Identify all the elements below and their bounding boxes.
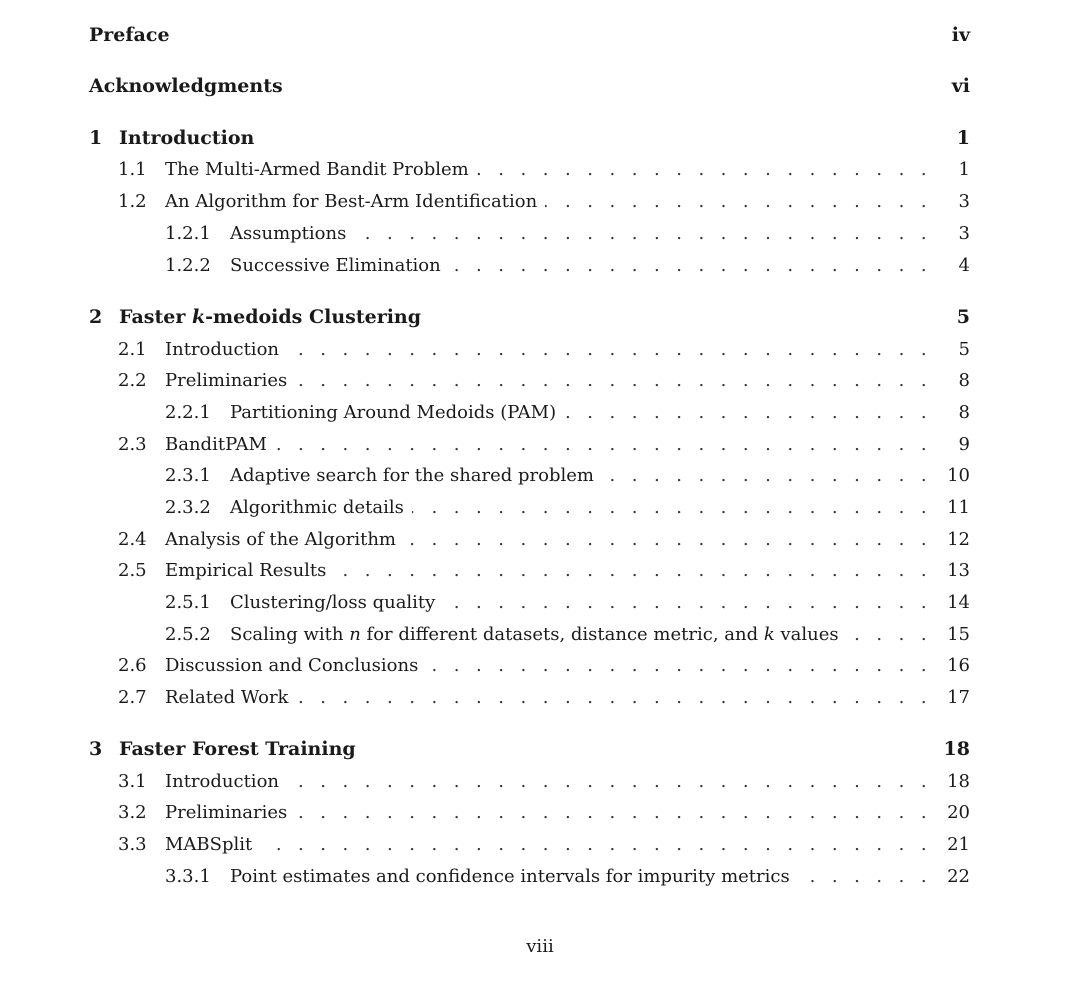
toc-entry[interactable] [89, 460, 970, 490]
toc-entry-page: 15 [947, 623, 970, 645]
toc-entry-number: 2.2 [118, 369, 147, 391]
math-variable: k [763, 623, 775, 645]
toc-entry-number: 2.5 [118, 559, 147, 581]
toc-entry-number: 3.3 [118, 833, 147, 855]
toc-entry-page: 18 [947, 770, 970, 792]
toc-entry-title: Introduction [165, 338, 279, 360]
toc-entry-title: Faster Forest Training [119, 738, 356, 760]
dot-leader [354, 223, 932, 244]
toc-entry-number: 2.3.2 [165, 496, 211, 518]
dot-leader [798, 866, 932, 887]
toc-entry-number: 2.6 [118, 654, 147, 676]
toc-entry-title: Preliminaries [165, 801, 288, 823]
toc-entry-title: Related Work [165, 686, 289, 708]
toc-entry-number: 3 [89, 738, 103, 760]
toc-entry-title [119, 306, 421, 328]
toc-entry-page: iv [951, 24, 970, 46]
toc-entry-title: Clustering/loss quality [230, 591, 436, 613]
toc-entry-title: Introduction [165, 770, 279, 792]
toc-entry-title: Empirical Results [165, 559, 327, 581]
toc-entry[interactable] [89, 492, 970, 522]
toc-entry-page: 13 [947, 559, 970, 581]
dot-leader [334, 560, 932, 581]
toc-entry[interactable] [89, 334, 970, 364]
toc-entry-page: 18 [943, 738, 970, 760]
toc-entry-number: 1.2.1 [165, 222, 211, 244]
toc-entry[interactable] [89, 186, 970, 216]
toc-entry[interactable] [89, 766, 970, 796]
toc-entry-page: 16 [947, 654, 970, 676]
toc-entry-page: 1 [958, 158, 970, 180]
toc-entry-number: 1.2.2 [165, 254, 211, 276]
toc-entry-page: 14 [947, 591, 970, 613]
toc-title-part: for different datasets, distance metric, and [360, 623, 764, 645]
toc-entry-title: MABSplit [165, 833, 253, 855]
page-number-footer: viii [526, 936, 554, 957]
toc-entry[interactable] [89, 650, 970, 680]
toc-entry[interactable] [89, 397, 970, 427]
toc-entry-title: Partitioning Around Medoids (PAM) [230, 401, 557, 423]
toc-entry-page: 5 [956, 306, 970, 328]
toc-entry-page: 9 [958, 433, 970, 455]
dot-leader [260, 834, 932, 855]
toc-entry-page: 8 [958, 369, 970, 391]
toc-entry-page: 1 [956, 127, 970, 149]
toc-entry-number: 2.5.1 [165, 591, 211, 613]
toc-entry-number: 2.7 [118, 686, 147, 708]
dot-leader [287, 771, 932, 792]
toc-entry[interactable] [89, 734, 970, 764]
toc-entry-title: An Algorithm for Best-Arm Identification [165, 190, 538, 212]
toc-entry-title: The Multi-Armed Bandit Problem [165, 158, 469, 180]
toc-title-part: -medoids Clustering [205, 306, 422, 328]
toc-entry-number: 2.4 [118, 528, 147, 550]
toc-entry-number: 2.2.1 [165, 401, 211, 423]
dot-leader [443, 592, 932, 613]
dot-leader [287, 339, 932, 360]
toc-entry[interactable] [89, 682, 970, 712]
toc-entry[interactable] [89, 619, 970, 649]
toc-entry[interactable] [89, 829, 970, 859]
dot-leader [404, 529, 932, 550]
toc-entry-title: Acknowledgments [89, 75, 283, 97]
toc-entry-number: 2.5.2 [165, 623, 211, 645]
toc-entry-title: Preliminaries [165, 369, 288, 391]
toc-entry[interactable] [89, 71, 970, 101]
toc-entry-title: Successive Elimination [230, 254, 441, 276]
toc-entry-page: 8 [958, 401, 970, 423]
dot-leader [296, 687, 932, 708]
toc-entry-number: 2.3 [118, 433, 147, 455]
toc-entry-page: 4 [958, 254, 970, 276]
dot-leader [295, 802, 932, 823]
toc-entry-page: 22 [947, 865, 970, 887]
toc-entry[interactable] [89, 524, 970, 554]
toc-entry[interactable] [89, 555, 970, 585]
toc-entry-number: 1 [89, 127, 103, 149]
toc-entry[interactable] [89, 218, 970, 248]
toc-title-part: Scaling with [230, 623, 350, 645]
toc-entry-title: BanditPAM [165, 433, 267, 455]
toc-entry[interactable] [89, 123, 970, 153]
dot-leader [564, 402, 932, 423]
toc-entry-title: Preface [89, 24, 170, 46]
toc-entry-page: 3 [958, 222, 970, 244]
toc-entry-title: Assumptions [230, 222, 347, 244]
toc-entry[interactable] [89, 587, 970, 617]
dot-leader [602, 465, 932, 486]
toc-entry-page: 11 [947, 496, 970, 518]
toc-entry-page: 3 [958, 190, 970, 212]
toc-entry-title: Analysis of the Algorithm [165, 528, 396, 550]
toc-entry[interactable] [89, 429, 970, 459]
toc-entry[interactable] [89, 20, 970, 50]
toc-entry-number: 3.3.1 [165, 865, 211, 887]
toc-entry[interactable] [89, 861, 970, 891]
toc-entry-title: Discussion and Conclusions [165, 654, 419, 676]
toc-entry-number: 3.2 [118, 801, 147, 823]
toc-entry-number: 3.1 [118, 770, 147, 792]
toc-entry-title [230, 624, 839, 645]
toc-entry-page: 5 [958, 338, 970, 360]
toc-entry-number: 2.1 [118, 338, 147, 360]
toc-entry-number: 1.1 [118, 158, 147, 180]
dot-leader [545, 191, 932, 212]
toc-entry-number: 2.3.1 [165, 464, 211, 486]
toc-entry-title: Introduction [119, 127, 255, 149]
dot-leader [426, 655, 932, 676]
toc-entry-page: 10 [947, 464, 970, 486]
dot-leader [477, 159, 932, 180]
math-variable: k [191, 306, 206, 328]
toc-entry[interactable] [89, 365, 970, 395]
toc-entry[interactable] [89, 250, 970, 280]
toc-entry-page: 20 [947, 801, 970, 823]
toc-entry-title: Algorithmic details [230, 496, 404, 518]
toc-entry-page: 21 [947, 833, 970, 855]
toc-entry-title: Point estimates and confidence intervals for impurity metrics [230, 865, 790, 887]
toc-entry-page: vi [951, 75, 970, 97]
math-variable: n [349, 623, 361, 645]
toc-entry-number: 2 [89, 306, 103, 328]
toc-entry[interactable] [89, 797, 970, 827]
dot-leader [449, 255, 932, 276]
toc-entry-page: 12 [947, 528, 970, 550]
toc-entry-number: 1.2 [118, 190, 147, 212]
dot-leader [847, 624, 932, 645]
toc-entry-page: 17 [947, 686, 970, 708]
toc-title-part: Faster [119, 306, 192, 328]
toc-entry[interactable] [89, 302, 970, 332]
toc-entry[interactable] [89, 154, 970, 184]
dot-leader [275, 434, 932, 455]
toc-entry-title: Adaptive search for the shared problem [230, 464, 594, 486]
dot-leader [412, 497, 932, 518]
dot-leader [295, 370, 932, 391]
toc-title-part: values [774, 623, 839, 645]
